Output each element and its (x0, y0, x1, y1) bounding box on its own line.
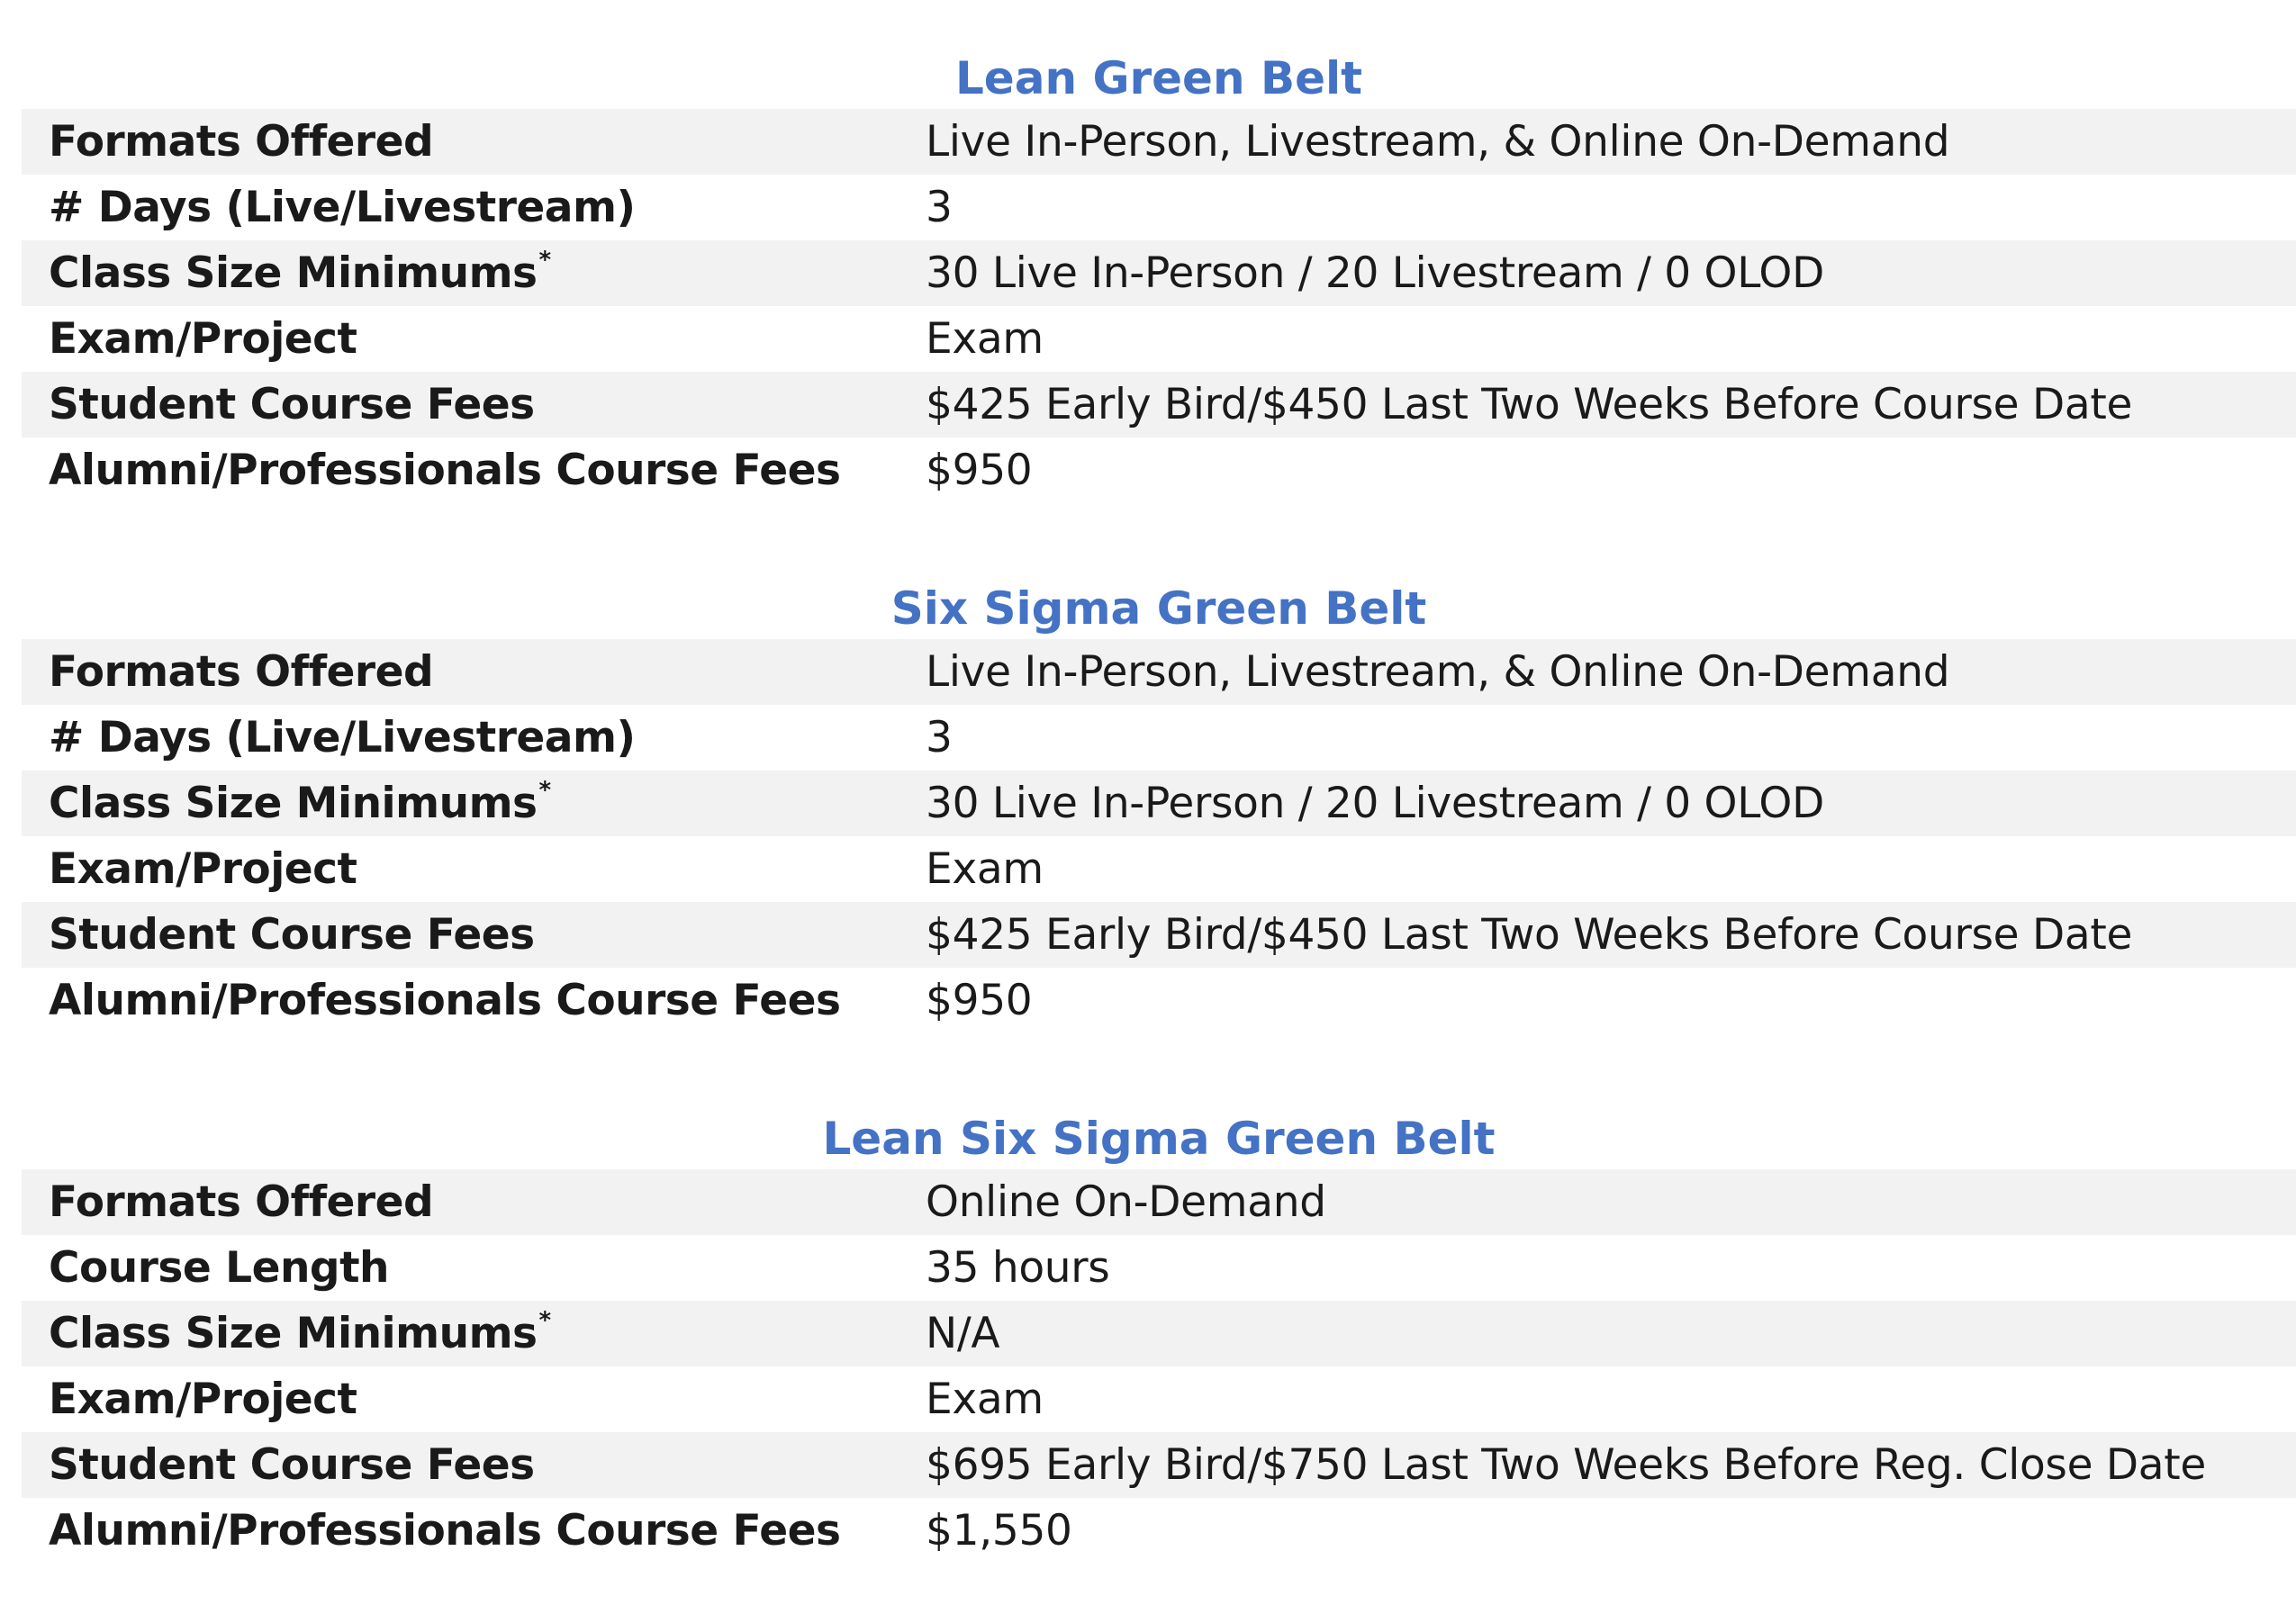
row-value: Live In-Person, Livestream, & Online On-Demand (926, 117, 1950, 167)
row-label: Course Length (49, 1243, 389, 1293)
table-row (22, 836, 2296, 902)
row-value: $950 (926, 446, 1033, 495)
row-value: $425 Early Bird/$450 Last Two Weeks Before Course Date (926, 910, 2133, 960)
table-row (22, 1169, 2296, 1235)
row-value: Online On-Demand (926, 1177, 1326, 1227)
table-row (22, 1301, 2296, 1366)
row-label: Alumni/Professionals Course Fees (49, 976, 841, 1025)
table-row (22, 109, 2296, 175)
row-label: Alumni/Professionals Course Fees (49, 1506, 841, 1555)
row-value: $695 Early Bird/$750 Last Two Weeks Before Reg. Close Date (926, 1440, 2206, 1490)
table-row (22, 1235, 2296, 1301)
row-value: 30 Live In-Person / 20 Livestream / 0 OLOD (926, 248, 1824, 298)
row-value: 35 hours (926, 1243, 1110, 1293)
row-value: 30 Live In-Person / 20 Livestream / 0 OLOD (926, 779, 1824, 828)
table-row (22, 1498, 2296, 1564)
table-row (22, 771, 2296, 836)
table-row (22, 1366, 2296, 1432)
table-row (22, 902, 2296, 968)
row-label: Formats Offered (49, 117, 434, 167)
row-value: $1,550 (926, 1506, 1072, 1555)
row-value: 3 (926, 183, 953, 232)
row-label: Class Size Minimums* (49, 1307, 551, 1358)
row-label: Exam/Project (49, 314, 357, 364)
row-label: # Days (Live/Livestream) (49, 183, 636, 232)
row-label: Student Course Fees (49, 1440, 535, 1490)
table-row (22, 372, 2296, 437)
row-label: Student Course Fees (49, 380, 535, 429)
section-title: Six Sigma Green Belt (890, 582, 1427, 635)
row-label: Formats Offered (49, 647, 434, 697)
row-label: Student Course Fees (49, 910, 535, 960)
row-label: Formats Offered (49, 1177, 434, 1227)
row-label: Exam/Project (49, 844, 357, 894)
table-row (22, 437, 2296, 503)
section-title: Lean Green Belt (954, 52, 1363, 104)
row-label: # Days (Live/Livestream) (49, 713, 636, 762)
table-row (22, 705, 2296, 771)
row-value: N/A (926, 1309, 1000, 1358)
row-value: Live In-Person, Livestream, & Online On-Demand (926, 647, 1950, 697)
row-value: Exam (926, 844, 1044, 894)
section-title: Lean Six Sigma Green Belt (822, 1113, 1496, 1165)
row-value: $425 Early Bird/$450 Last Two Weeks Before Course Date (926, 380, 2133, 429)
table-row (22, 639, 2296, 705)
table-row (22, 175, 2296, 240)
table-row (22, 968, 2296, 1033)
table-row (22, 306, 2296, 372)
row-label: Class Size Minimums* (49, 777, 551, 828)
row-value: Exam (926, 314, 1044, 364)
row-label: Class Size Minimums* (49, 247, 551, 298)
row-value: Exam (926, 1375, 1044, 1424)
row-label: Exam/Project (49, 1375, 357, 1424)
row-label: Alumni/Professionals Course Fees (49, 446, 841, 495)
row-value: 3 (926, 713, 953, 762)
table-row (22, 1432, 2296, 1498)
table-row (22, 240, 2296, 306)
row-value: $950 (926, 976, 1033, 1025)
